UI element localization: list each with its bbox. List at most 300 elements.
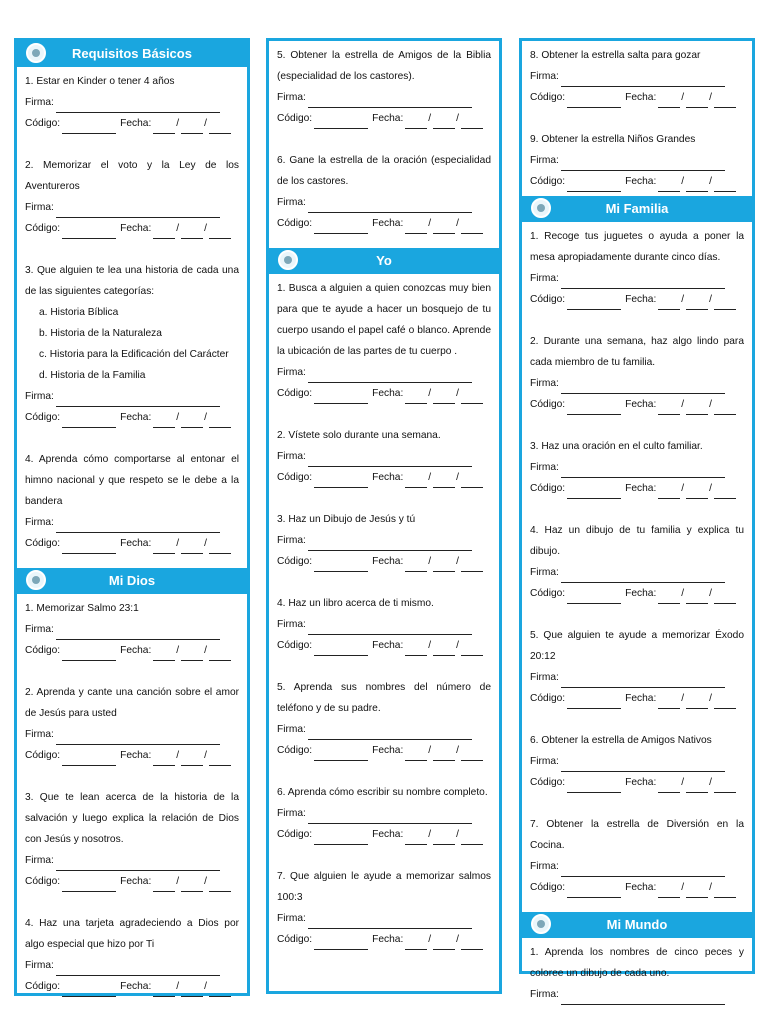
- firma-field[interactable]: [561, 158, 725, 171]
- date-separator: /: [709, 483, 712, 494]
- spacer: [530, 415, 744, 436]
- requirement-item: [530, 436, 744, 499]
- firma-line: [25, 850, 239, 871]
- codigo-fecha-line: [277, 635, 491, 656]
- fecha-month-field[interactable]: [433, 832, 455, 845]
- date-separator: /: [176, 118, 180, 129]
- spacer: [277, 488, 491, 509]
- codigo-field[interactable]: [62, 415, 116, 428]
- codigo-field[interactable]: [567, 696, 621, 709]
- fecha-month-field[interactable]: [181, 226, 203, 239]
- fecha-month-field[interactable]: [181, 753, 203, 766]
- date-separator: /: [456, 113, 459, 124]
- fecha-label: Fecha:: [372, 829, 404, 840]
- firma-label: Firma:: [25, 960, 54, 971]
- codigo-fecha-line: [530, 877, 744, 898]
- firma-field[interactable]: [308, 538, 472, 551]
- requirement-item: [277, 509, 491, 572]
- fecha-label: Fecha:: [625, 693, 657, 704]
- codigo-field[interactable]: [314, 643, 368, 656]
- firma-label: Firma:: [25, 855, 54, 866]
- club-logo-icon: [26, 43, 46, 63]
- requirement-text: 2. Vístete solo durante una semana.: [277, 430, 441, 441]
- codigo-field[interactable]: [314, 475, 368, 488]
- firma-field[interactable]: [56, 394, 220, 407]
- fecha-year-field[interactable]: [209, 415, 231, 428]
- requirement-text: 4. Haz un libro acerca de ti mismo.: [277, 598, 434, 609]
- fecha-month-field[interactable]: [686, 780, 708, 793]
- requirement-text: 6. Gane la estrella de la oración (especialidad de los castores.: [277, 155, 491, 187]
- spacer: [25, 766, 239, 787]
- date-separator: /: [456, 556, 459, 567]
- fecha-day-field[interactable]: [658, 179, 680, 192]
- fecha-label: Fecha:: [372, 934, 404, 945]
- firma-field[interactable]: [56, 520, 220, 533]
- firma-label: Firma:: [530, 71, 559, 82]
- codigo-field[interactable]: [314, 748, 368, 761]
- date-separator: /: [428, 934, 432, 945]
- firma-field[interactable]: [308, 622, 472, 635]
- section-body: [269, 274, 499, 950]
- fecha-year-field[interactable]: [461, 475, 483, 488]
- fecha-month-field[interactable]: [433, 559, 455, 572]
- firma-field[interactable]: [308, 370, 472, 383]
- codigo-fecha-line: [530, 394, 744, 415]
- firma-field[interactable]: [561, 992, 725, 1005]
- date-separator: /: [681, 882, 685, 893]
- firma-field[interactable]: [56, 732, 220, 745]
- fecha-month-field[interactable]: [686, 486, 708, 499]
- fecha-year-field[interactable]: [714, 297, 736, 310]
- fecha-month-field[interactable]: [433, 391, 455, 404]
- fecha-day-field[interactable]: [658, 780, 680, 793]
- fecha-label: Fecha:: [120, 645, 152, 656]
- fecha-day-field[interactable]: [405, 748, 427, 761]
- club-logo-icon: [278, 250, 298, 270]
- section-title: Mi Familia: [605, 201, 669, 216]
- spacer: [277, 572, 491, 593]
- fecha-month-field[interactable]: [686, 696, 708, 709]
- requirement-item: [25, 449, 239, 554]
- date-separator: /: [204, 645, 207, 656]
- requirement-text: 2. Aprenda y cante una canción sobre el amor de Jesús para usted: [25, 687, 239, 719]
- codigo-label: Código:: [530, 294, 566, 305]
- requirement-text: 3. Que alguien te lea una historia de cada una de las siguientes categorías:: [25, 265, 239, 297]
- date-separator: /: [176, 981, 180, 992]
- fecha-label: Fecha:: [625, 777, 657, 788]
- requirement-subitem: d. Historia de la Familia: [39, 370, 146, 381]
- codigo-fecha-line: [530, 171, 744, 192]
- fecha-month-field[interactable]: [181, 984, 203, 997]
- firma-label: Firma:: [530, 462, 559, 473]
- date-separator: /: [428, 113, 432, 124]
- firma-line: [277, 803, 491, 824]
- requirement-text: 3. Haz una oración en el culto familiar.: [530, 441, 703, 452]
- codigo-label: Código:: [277, 640, 313, 651]
- codigo-field[interactable]: [567, 179, 621, 192]
- codigo-label: Código:: [530, 176, 566, 187]
- codigo-label: Código:: [277, 113, 313, 124]
- fecha-year-field[interactable]: [461, 748, 483, 761]
- spacer: [25, 661, 239, 682]
- fecha-label: Fecha:: [120, 750, 152, 761]
- codigo-field[interactable]: [314, 221, 368, 234]
- firma-label: Firma:: [25, 517, 54, 528]
- codigo-field[interactable]: [567, 885, 621, 898]
- codigo-field[interactable]: [62, 648, 116, 661]
- fecha-label: Fecha:: [625, 92, 657, 103]
- requirement-item: [277, 150, 491, 234]
- fecha-year-field[interactable]: [714, 95, 736, 108]
- fecha-label: Fecha:: [625, 176, 657, 187]
- fecha-day-field[interactable]: [153, 415, 175, 428]
- spacer: [277, 845, 491, 866]
- fecha-day-field[interactable]: [405, 116, 427, 129]
- spacer: [25, 428, 239, 449]
- fecha-year-field[interactable]: [209, 879, 231, 892]
- codigo-fecha-line: [25, 407, 239, 428]
- date-separator: /: [709, 588, 712, 599]
- codigo-label: Código:: [277, 829, 313, 840]
- fecha-day-field[interactable]: [658, 95, 680, 108]
- club-logo-icon: [26, 570, 46, 590]
- firma-line: [530, 66, 744, 87]
- club-logo-icon: [531, 198, 551, 218]
- fecha-day-field[interactable]: [405, 391, 427, 404]
- codigo-fecha-line: [277, 824, 491, 845]
- date-separator: /: [204, 223, 207, 234]
- firma-line: [25, 724, 239, 745]
- requirement-item: [25, 598, 239, 661]
- codigo-label: Código:: [277, 388, 313, 399]
- firma-line: [277, 530, 491, 551]
- fecha-year-field[interactable]: [714, 696, 736, 709]
- fecha-day-field[interactable]: [153, 648, 175, 661]
- firma-line: [277, 614, 491, 635]
- firma-label: Firma:: [530, 756, 559, 767]
- fecha-day-field[interactable]: [658, 885, 680, 898]
- firma-field[interactable]: [56, 858, 220, 871]
- fecha-year-field[interactable]: [209, 121, 231, 134]
- spacer: [25, 134, 239, 155]
- fecha-year-field[interactable]: [461, 391, 483, 404]
- fecha-year-field[interactable]: [714, 780, 736, 793]
- firma-label: Firma:: [530, 672, 559, 683]
- codigo-fecha-line: [530, 688, 744, 709]
- firma-label: Firma:: [277, 451, 306, 462]
- fecha-month-field[interactable]: [433, 116, 455, 129]
- date-separator: /: [428, 218, 432, 229]
- firma-label: Firma:: [277, 913, 306, 924]
- firma-field[interactable]: [56, 627, 220, 640]
- date-separator: /: [204, 412, 207, 423]
- fecha-year-field[interactable]: [461, 221, 483, 234]
- fecha-month-field[interactable]: [433, 748, 455, 761]
- fecha-label: Fecha:: [120, 876, 152, 887]
- firma-field[interactable]: [56, 205, 220, 218]
- fecha-label: Fecha:: [625, 882, 657, 893]
- fecha-year-field[interactable]: [714, 179, 736, 192]
- fecha-label: Fecha:: [625, 588, 657, 599]
- fecha-month-field[interactable]: [686, 591, 708, 604]
- firma-line: [530, 856, 744, 877]
- fecha-day-field[interactable]: [405, 937, 427, 950]
- codigo-fecha-line: [277, 740, 491, 761]
- codigo-label: Código:: [530, 399, 566, 410]
- fecha-day-field[interactable]: [153, 541, 175, 554]
- fecha-year-field[interactable]: [461, 116, 483, 129]
- firma-field[interactable]: [308, 916, 472, 929]
- fecha-year-field[interactable]: [209, 753, 231, 766]
- codigo-label: Código:: [530, 483, 566, 494]
- requirement-subitem: b. Historia de la Naturaleza: [39, 328, 162, 339]
- requirement-text: 3. Haz un Dibujo de Jesús y tú: [277, 514, 416, 525]
- fecha-day-field[interactable]: [658, 696, 680, 709]
- fecha-day-field[interactable]: [405, 832, 427, 845]
- requirement-text: 2. Durante una semana, haz algo lindo para cada miembro de tu familia.: [530, 336, 744, 368]
- date-separator: /: [204, 118, 207, 129]
- fecha-month-field[interactable]: [686, 179, 708, 192]
- codigo-fecha-line: [530, 289, 744, 310]
- date-separator: /: [456, 640, 459, 651]
- codigo-label: Código:: [277, 556, 313, 567]
- firma-field[interactable]: [308, 727, 472, 740]
- firma-field[interactable]: [308, 454, 472, 467]
- fecha-month-field[interactable]: [433, 937, 455, 950]
- fecha-day-field[interactable]: [153, 121, 175, 134]
- section-header: [268, 248, 500, 274]
- fecha-month-field[interactable]: [686, 885, 708, 898]
- firma-line: [277, 87, 491, 108]
- requirement-text: 4. Haz una tarjeta agradeciendo a Dios por algo especial que hizo por Ti: [25, 918, 239, 950]
- requirement-text: 1. Busca a alguien a quien conozcas muy bien para que te ayude a hacer un bosquejo de tu cuerpo usando el papel café o blanco. Aprende la ubicación de las partes de tu cuerpo .: [277, 283, 491, 357]
- fecha-month-field[interactable]: [433, 475, 455, 488]
- firma-label: Firma:: [277, 197, 306, 208]
- firma-field[interactable]: [561, 675, 725, 688]
- requirement-item: [530, 942, 744, 1005]
- fecha-month-field[interactable]: [181, 648, 203, 661]
- codigo-field[interactable]: [314, 391, 368, 404]
- codigo-label: Código:: [25, 223, 61, 234]
- fecha-label: Fecha:: [372, 218, 404, 229]
- codigo-fecha-line: [530, 478, 744, 499]
- date-separator: /: [456, 745, 459, 756]
- firma-field[interactable]: [561, 381, 725, 394]
- date-separator: /: [681, 92, 685, 103]
- date-separator: /: [681, 176, 685, 187]
- codigo-fecha-line: [277, 929, 491, 950]
- codigo-field[interactable]: [62, 121, 116, 134]
- requirement-item: [530, 625, 744, 709]
- fecha-day-field[interactable]: [658, 486, 680, 499]
- codigo-field[interactable]: [567, 297, 621, 310]
- fecha-label: Fecha:: [372, 472, 404, 483]
- fecha-label: Fecha:: [120, 412, 152, 423]
- codigo-fecha-line: [277, 108, 491, 129]
- codigo-field[interactable]: [314, 559, 368, 572]
- codigo-field[interactable]: [567, 402, 621, 415]
- codigo-field[interactable]: [62, 984, 116, 997]
- fecha-year-field[interactable]: [714, 885, 736, 898]
- fecha-month-field[interactable]: [181, 541, 203, 554]
- fecha-label: Fecha:: [625, 294, 657, 305]
- fecha-day-field[interactable]: [153, 226, 175, 239]
- codigo-field[interactable]: [567, 486, 621, 499]
- codigo-field[interactable]: [567, 591, 621, 604]
- section-body: [269, 41, 499, 234]
- requirement-text: 4. Haz un dibujo de tu familia y explica tu dibujo.: [530, 525, 744, 557]
- fecha-month-field[interactable]: [181, 415, 203, 428]
- firma-line: [25, 92, 239, 113]
- codigo-field[interactable]: [62, 879, 116, 892]
- fecha-day-field[interactable]: [153, 879, 175, 892]
- codigo-label: Código:: [25, 118, 61, 129]
- requirement-text: 9. Obtener la estrella Niños Grandes: [530, 134, 696, 145]
- club-logo-icon: [531, 914, 551, 934]
- codigo-fecha-line: [25, 640, 239, 661]
- codigo-label: Código:: [25, 876, 61, 887]
- fecha-year-field[interactable]: [714, 486, 736, 499]
- date-separator: /: [204, 750, 207, 761]
- fecha-day-field[interactable]: [153, 753, 175, 766]
- requirement-text: 3. Que te lean acerca de la historia de la salvación y luego explica la relación de Dios con Jesús y nosotros.: [25, 792, 239, 845]
- firma-label: Firma:: [277, 724, 306, 735]
- date-separator: /: [681, 294, 685, 305]
- section-body: [522, 938, 752, 1005]
- fecha-month-field[interactable]: [686, 297, 708, 310]
- firma-line: [530, 150, 744, 171]
- fecha-year-field[interactable]: [209, 541, 231, 554]
- fecha-day-field[interactable]: [658, 591, 680, 604]
- firma-label: Firma:: [530, 378, 559, 389]
- requirement-text: 1. Estar en Kinder o tener 4 años: [25, 76, 175, 87]
- section-title: Yo: [376, 253, 392, 268]
- requirement-item: [277, 425, 491, 488]
- date-separator: /: [709, 882, 712, 893]
- firma-label: Firma:: [530, 567, 559, 578]
- fecha-month-field[interactable]: [686, 95, 708, 108]
- firma-line: [25, 955, 239, 976]
- fecha-year-field[interactable]: [209, 984, 231, 997]
- firma-label: Firma:: [530, 155, 559, 166]
- date-separator: /: [428, 640, 432, 651]
- section-header: [521, 196, 753, 222]
- codigo-label: Código:: [530, 92, 566, 103]
- fecha-year-field[interactable]: [461, 937, 483, 950]
- requirement-item: [277, 593, 491, 656]
- firma-field[interactable]: [561, 864, 725, 877]
- fecha-label: Fecha:: [372, 388, 404, 399]
- firma-field[interactable]: [308, 95, 472, 108]
- firma-label: Firma:: [25, 624, 54, 635]
- section-body: [522, 222, 752, 898]
- section-body: [17, 594, 247, 997]
- fecha-month-field[interactable]: [433, 643, 455, 656]
- fecha-year-field[interactable]: [461, 832, 483, 845]
- date-separator: /: [709, 693, 712, 704]
- firma-label: Firma:: [277, 92, 306, 103]
- codigo-field[interactable]: [314, 116, 368, 129]
- fecha-month-field[interactable]: [433, 221, 455, 234]
- date-separator: /: [456, 934, 459, 945]
- fecha-label: Fecha:: [120, 118, 152, 129]
- firma-label: Firma:: [25, 729, 54, 740]
- firma-label: Firma:: [25, 391, 54, 402]
- requirement-item: [530, 814, 744, 898]
- firma-field[interactable]: [561, 465, 725, 478]
- date-separator: /: [681, 777, 685, 788]
- firma-line: [530, 984, 744, 1005]
- requirement-item: [25, 787, 239, 892]
- fecha-day-field[interactable]: [658, 297, 680, 310]
- date-separator: /: [709, 399, 712, 410]
- firma-label: Firma:: [277, 535, 306, 546]
- codigo-field[interactable]: [567, 780, 621, 793]
- requirement-item: [25, 682, 239, 766]
- codigo-field[interactable]: [314, 832, 368, 845]
- fecha-day-field[interactable]: [405, 559, 427, 572]
- fecha-day-field[interactable]: [405, 475, 427, 488]
- date-separator: /: [428, 472, 432, 483]
- fecha-month-field[interactable]: [686, 402, 708, 415]
- fecha-label: Fecha:: [372, 745, 404, 756]
- date-separator: /: [456, 388, 459, 399]
- fecha-month-field[interactable]: [181, 121, 203, 134]
- codigo-label: Código:: [530, 882, 566, 893]
- firma-line: [25, 197, 239, 218]
- requirement-item: [25, 260, 239, 428]
- firma-field[interactable]: [56, 963, 220, 976]
- date-separator: /: [428, 745, 432, 756]
- codigo-field[interactable]: [314, 937, 368, 950]
- codigo-field[interactable]: [62, 541, 116, 554]
- fecha-month-field[interactable]: [181, 879, 203, 892]
- fecha-year-field[interactable]: [714, 402, 736, 415]
- section-title: Mi Dios: [108, 573, 156, 588]
- fecha-day-field[interactable]: [153, 984, 175, 997]
- date-separator: /: [176, 750, 180, 761]
- fecha-day-field[interactable]: [658, 402, 680, 415]
- fecha-year-field[interactable]: [461, 559, 483, 572]
- firma-field[interactable]: [561, 570, 725, 583]
- firma-field[interactable]: [308, 811, 472, 824]
- codigo-fecha-line: [277, 551, 491, 572]
- firma-field[interactable]: [308, 200, 472, 213]
- requirement-item: [277, 45, 491, 129]
- fecha-day-field[interactable]: [405, 643, 427, 656]
- firma-line: [25, 512, 239, 533]
- fecha-year-field[interactable]: [209, 226, 231, 239]
- fecha-label: Fecha:: [120, 538, 152, 549]
- codigo-fecha-line: [25, 533, 239, 554]
- fecha-label: Fecha:: [625, 483, 657, 494]
- fecha-year-field[interactable]: [461, 643, 483, 656]
- firma-field[interactable]: [561, 74, 725, 87]
- fecha-year-field[interactable]: [714, 591, 736, 604]
- codigo-label: Código:: [25, 412, 61, 423]
- fecha-year-field[interactable]: [209, 648, 231, 661]
- firma-field[interactable]: [56, 100, 220, 113]
- codigo-field[interactable]: [62, 753, 116, 766]
- codigo-field[interactable]: [567, 95, 621, 108]
- firma-field[interactable]: [561, 759, 725, 772]
- date-separator: /: [681, 588, 685, 599]
- codigo-field[interactable]: [62, 226, 116, 239]
- firma-line: [277, 719, 491, 740]
- firma-field[interactable]: [561, 276, 725, 289]
- fecha-day-field[interactable]: [405, 221, 427, 234]
- requirement-item: [25, 71, 239, 134]
